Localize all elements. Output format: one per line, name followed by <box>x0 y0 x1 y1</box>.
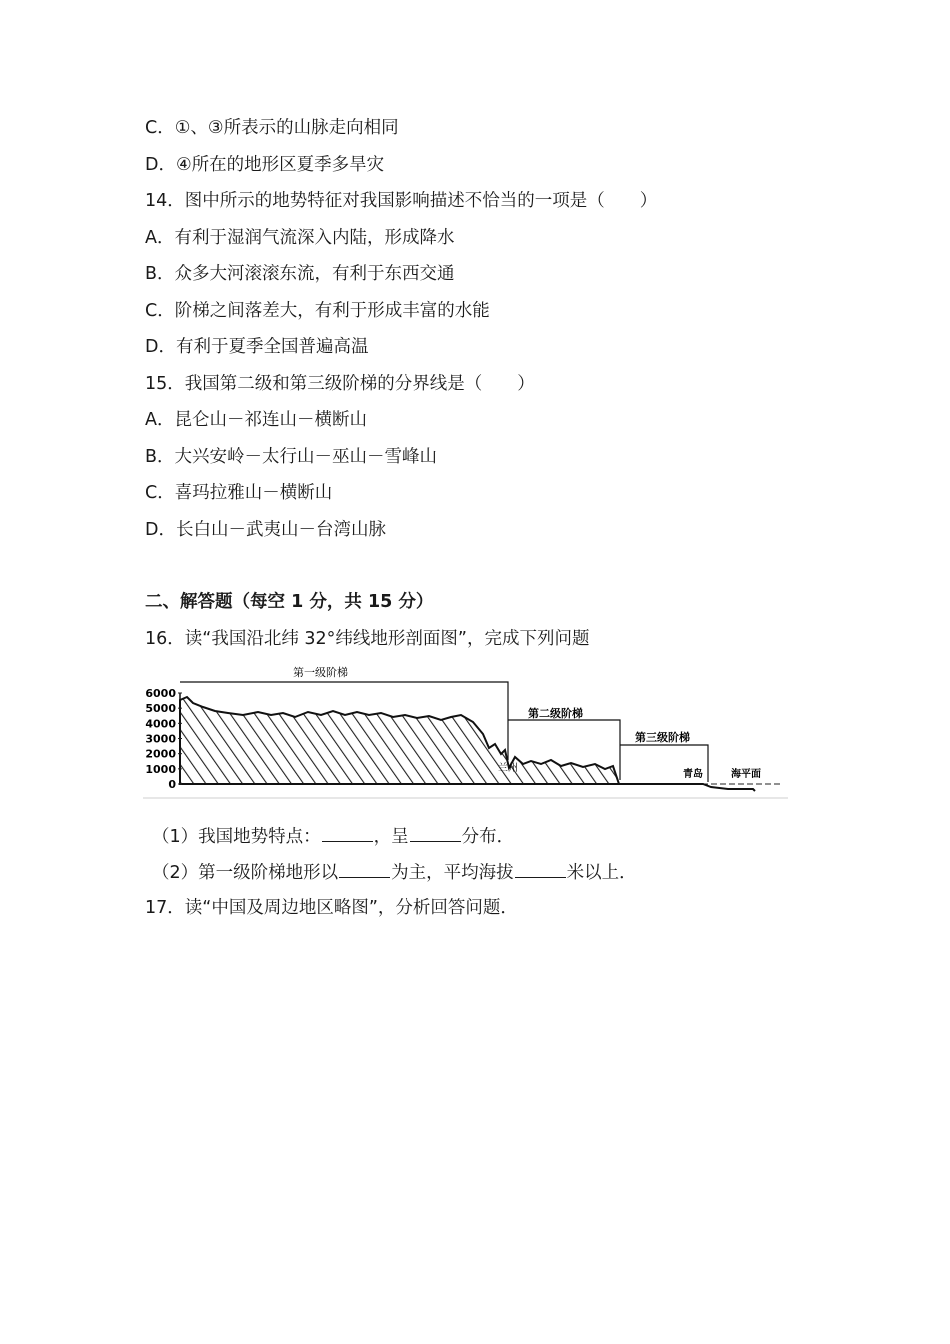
y-tick-labels <box>145 687 182 791</box>
step-3-label: 第三级阶梯 <box>635 731 690 744</box>
q13-option-d: D．④所在的地形区夏季多旱灾 <box>145 155 385 175</box>
answer-blank[interactable] <box>410 823 461 842</box>
step-2-label: 第二级阶梯 <box>528 707 583 720</box>
question-15: 15．我国第二级和第三级阶梯的分界线是（ ） <box>145 374 535 394</box>
place-label-sea-level: 海平面 <box>731 769 761 780</box>
q13-option-c: C．①、③所表示的山脉走向相同 <box>145 118 399 138</box>
answer-blank[interactable] <box>322 823 373 842</box>
q14-option-a: A．有利于湿润气流深入内陆，形成降水 <box>145 228 455 248</box>
answer-blank[interactable] <box>515 859 566 878</box>
y-tick-label: 6000 <box>145 687 176 700</box>
question-14: 14．图中所示的地势特征对我国影响描述不恰当的一项是（ ） <box>145 191 658 211</box>
q16-part-1: （1）我国地势特点： ，呈 分布． <box>152 823 514 849</box>
question-16: 16．读“我国沿北纬 32°纬线地形剖面图”，完成下列问题 <box>145 629 590 649</box>
coastal-plain-line <box>619 784 755 791</box>
question-17: 17．读“中国及周边地区略图”，分析回答问题． <box>145 898 518 918</box>
y-tick-label: 2000 <box>145 747 176 761</box>
y-tick-label: 0 <box>168 778 176 791</box>
q15-option-d: D．长白山－武夷山－台湾山脉 <box>145 520 386 540</box>
y-tick-label: 5000 <box>145 702 176 716</box>
q15-option-a: A．昆仑山－祁连山－横断山 <box>145 410 367 430</box>
y-tick-label: 3000 <box>145 732 176 746</box>
section-heading: 二、解答题（每空 1 分，共 15 分） <box>145 592 434 612</box>
q16-part-2: （2）第一级阶梯地形以 为主，平均海拔 米以上． <box>152 859 637 885</box>
q14-option-c: C．阶梯之间落差大，有利于形成丰富的水能 <box>145 301 490 321</box>
y-tick-label: 1000 <box>145 762 176 776</box>
y-tick-label: 4000 <box>145 717 176 731</box>
terrain-profile-chart <box>143 660 788 800</box>
place-label-qingdao: 青岛 <box>683 769 703 780</box>
q15-option-c: C．喜玛拉雅山－横断山 <box>145 483 333 503</box>
q14-option-b: B．众多大河滚滚东流，有利于东西交通 <box>145 264 455 284</box>
q14-option-d: D．有利于夏季全国普遍高温 <box>145 337 369 357</box>
q15-option-b: B．大兴安岭－太行山－巫山－雪峰山 <box>145 447 438 467</box>
step-1-label: 第一级阶梯 <box>293 666 348 679</box>
place-label-lanzhou: 兰州 <box>498 763 518 774</box>
terrain-profile-figure <box>143 660 788 800</box>
answer-blank[interactable] <box>339 859 390 878</box>
